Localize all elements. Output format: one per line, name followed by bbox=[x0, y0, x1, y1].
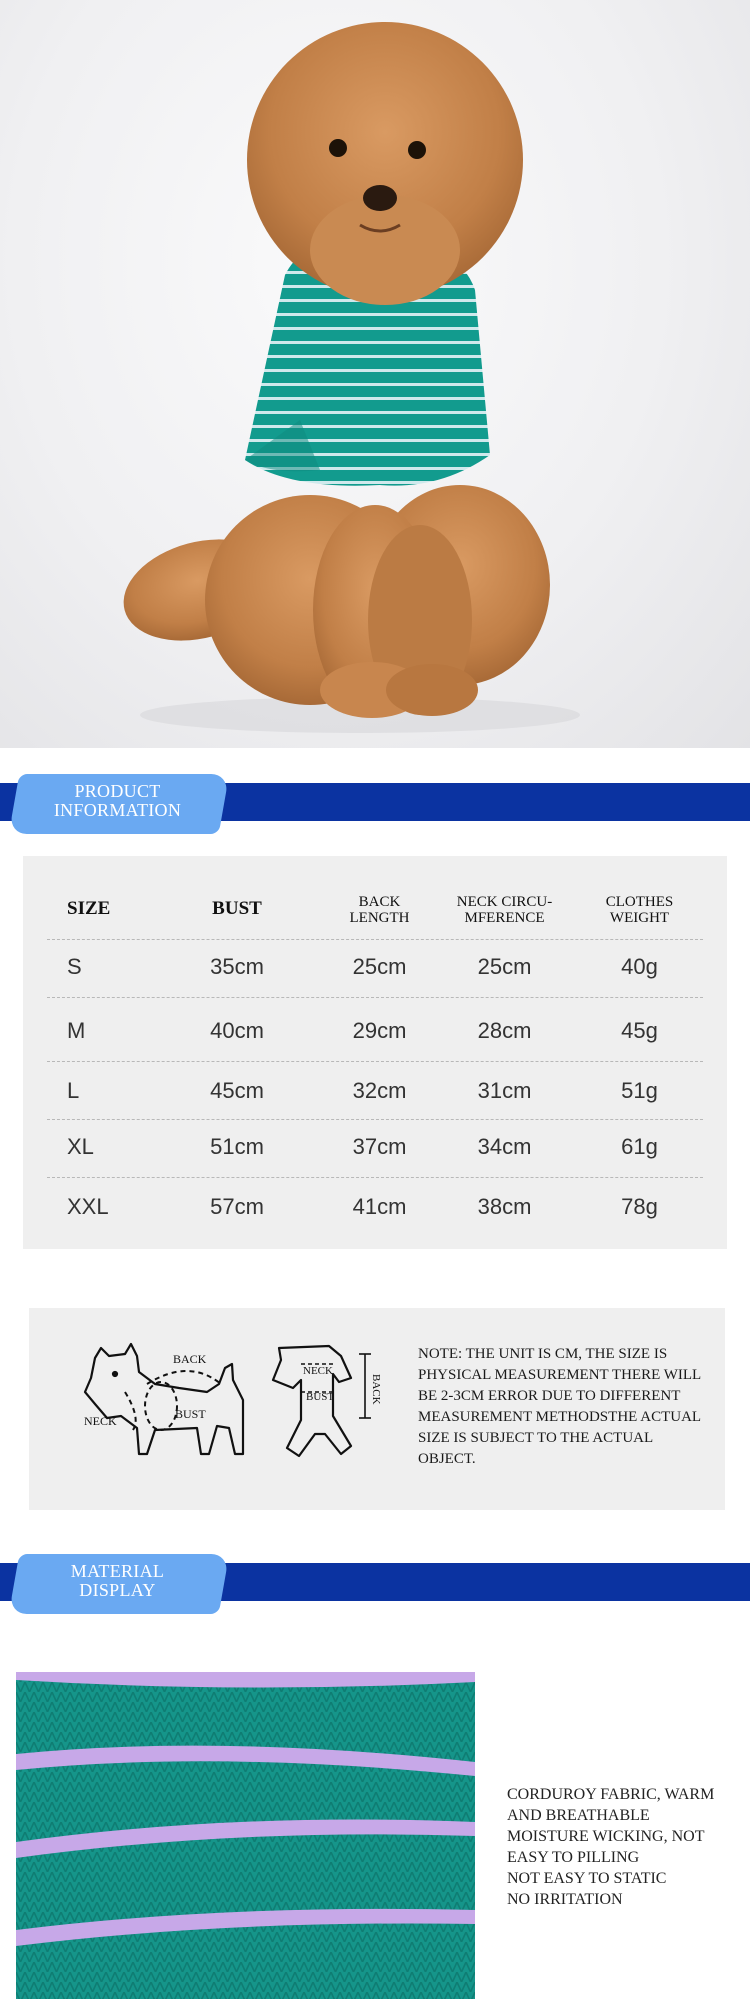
cell-neck: 28cm bbox=[477, 1018, 532, 1043]
size-table bbox=[47, 880, 703, 1240]
note-line: MEASUREMENT METHODSTHE ACTUAL bbox=[418, 1409, 702, 1425]
note-line: PHYSICAL MEASUREMENT THERE WILL bbox=[418, 1367, 702, 1383]
cell-size: M bbox=[67, 1018, 86, 1043]
feature-line: CORDUROY FABRIC, WARM bbox=[507, 1786, 715, 1803]
cell-bust: 51cm bbox=[210, 1134, 264, 1159]
cell-size: XL bbox=[67, 1134, 94, 1159]
cell-bust: 40cm bbox=[210, 1018, 264, 1043]
section-title bbox=[30, 782, 205, 826]
cell-neck: 25cm bbox=[477, 954, 532, 979]
measurement-note bbox=[418, 1344, 713, 1470]
measurement-guide-panel bbox=[29, 1308, 725, 1510]
header-back-length-line1: BACK bbox=[358, 894, 401, 910]
feature-line: NO IRRITATION bbox=[507, 1891, 623, 1908]
size-chart-panel bbox=[23, 856, 727, 1249]
dog-back-label: BACK bbox=[173, 1352, 207, 1366]
cell-neck: 34cm bbox=[477, 1134, 532, 1159]
cell-weight: 78g bbox=[621, 1194, 658, 1219]
cell-weight: 45g bbox=[621, 1018, 658, 1043]
cell-back-length: 41cm bbox=[352, 1194, 407, 1219]
feature-line: AND BREATHABLE bbox=[507, 1807, 650, 1824]
cell-back-length: 25cm bbox=[352, 954, 407, 979]
section-title-line1: PRODUCT bbox=[74, 781, 161, 801]
section-title-line1: MATERIAL bbox=[70, 1561, 165, 1581]
cell-size: S bbox=[67, 954, 82, 979]
table-row bbox=[47, 1120, 703, 1178]
section-title-line2: DISPLAY bbox=[79, 1580, 156, 1600]
header-weight-line1: CLOTHES bbox=[605, 894, 674, 910]
note-line: SIZE IS SUBJECT TO THE ACTUAL bbox=[418, 1430, 654, 1446]
cell-weight: 40g bbox=[621, 954, 658, 979]
feature-line: NOT EASY TO STATIC bbox=[507, 1870, 667, 1887]
dog-outline-icon bbox=[85, 1344, 243, 1454]
header-neck-circumference bbox=[442, 894, 567, 926]
fabric-closeup-photo bbox=[16, 1672, 475, 1999]
cell-back-length: 32cm bbox=[352, 1078, 407, 1103]
shirt-bust-label: BUST bbox=[306, 1391, 335, 1403]
material-features-list bbox=[507, 1784, 742, 1910]
header-size: SIZE bbox=[67, 898, 111, 919]
header-bust: BUST bbox=[212, 898, 262, 919]
dog-bust-label: BUST bbox=[175, 1407, 206, 1421]
header-neck-line1: NECK CIRCU- bbox=[456, 894, 553, 910]
header-back-length-line2: LENGTH bbox=[349, 910, 410, 926]
knit-fabric-texture bbox=[16, 1672, 475, 1999]
cell-weight: 61g bbox=[621, 1134, 658, 1159]
header-weight-line2: WEIGHT bbox=[609, 910, 670, 926]
header-neck-line2: MFERENCE bbox=[464, 910, 545, 926]
shirt-back-label: BACK bbox=[370, 1374, 382, 1405]
header-clothes-weight bbox=[577, 894, 702, 926]
measurement-diagram bbox=[29, 1308, 409, 1510]
cell-back-length: 37cm bbox=[352, 1134, 407, 1159]
product-information-banner bbox=[0, 774, 750, 834]
section-title-line2: INFORMATION bbox=[53, 800, 182, 820]
cell-bust: 57cm bbox=[210, 1194, 264, 1219]
cell-bust: 45cm bbox=[210, 1078, 264, 1103]
table-row bbox=[47, 1178, 703, 1240]
cell-bust: 35cm bbox=[210, 954, 264, 979]
cell-neck: 31cm bbox=[477, 1078, 532, 1103]
note-line: BE 2-3CM ERROR DUE TO DIFFERENT bbox=[418, 1388, 681, 1404]
shirt-neck-label: NECK bbox=[303, 1365, 333, 1377]
section-title bbox=[30, 1562, 205, 1606]
table-row bbox=[47, 1062, 703, 1120]
cell-neck: 38cm bbox=[477, 1194, 532, 1219]
header-back-length bbox=[317, 894, 442, 926]
feature-line: MOISTURE WICKING, NOT bbox=[507, 1828, 705, 1845]
dog-bust-measure-line bbox=[145, 1382, 177, 1430]
dog-neck-label: NECK bbox=[84, 1414, 117, 1428]
poodle-illustration bbox=[0, 0, 750, 748]
feature-line: EASY TO PILLING bbox=[507, 1849, 640, 1866]
material-display-banner bbox=[0, 1554, 750, 1614]
table-row bbox=[47, 940, 703, 998]
cell-weight: 51g bbox=[621, 1078, 658, 1103]
note-line: OBJECT. bbox=[418, 1451, 476, 1467]
cell-size: L bbox=[67, 1078, 80, 1103]
cell-back-length: 29cm bbox=[352, 1018, 407, 1043]
cell-size: XXL bbox=[67, 1194, 109, 1219]
table-header-row bbox=[47, 880, 703, 940]
hero-product-photo bbox=[0, 0, 750, 748]
table-row bbox=[47, 998, 703, 1062]
note-line: NOTE: THE UNIT IS CM, THE SIZE IS bbox=[418, 1346, 668, 1362]
